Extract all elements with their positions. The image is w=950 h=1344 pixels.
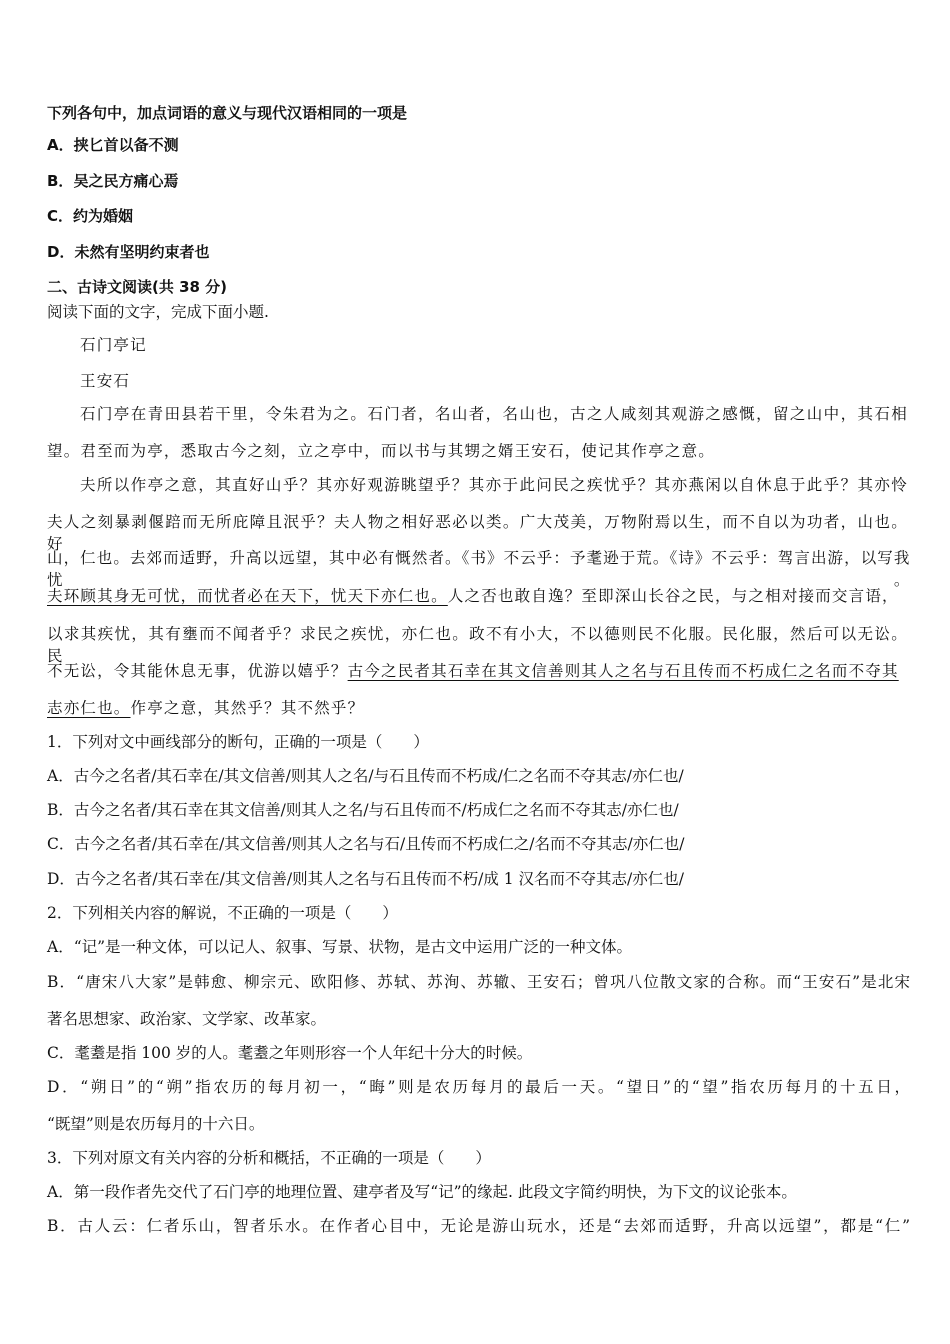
essay-p1-line1: 石门亭在青田县若干里，令朱君为之。石门者，名山者，名山也，古之人咸刻其观游之感慨，留之山中，其石相	[80, 405, 908, 423]
question-2-option-b: B．“唐宋八大家”是韩愈、柳宗元、欧阳修、苏轼、苏洵、苏辙、王安石；曾巩八位散文家的合称。而“王安石”是北宋	[47, 973, 910, 991]
option-d	[47, 241, 910, 263]
essay-p2-line2: 夫人之刻暴剥偃踣而无所庇障且泯乎？夫人物之相好恶必以类。广大茂美，万物附焉以生，而不自以为功者，山也。好	[47, 513, 908, 553]
essay-p2-line4	[47, 585, 910, 607]
question-2-option-c: C．耄耋是指 100 岁的人。耄耋之年则形容一个人年纪十分大的时候。	[47, 1044, 533, 1062]
essay-author: 王安石	[80, 372, 131, 390]
question-1-option-a: A．古今之名者/其石幸在/其文信善/则其人之名/与石且传而不朽成/仁之名而不夺其志/亦仁也/	[47, 767, 684, 785]
option-c	[47, 205, 910, 227]
option-a	[47, 134, 910, 156]
question-2-option-b-cont: 著名思想家、政治家、文学家、改革家。	[47, 1010, 327, 1028]
underlined-sentence: 夫环顾其身无可忧，而忧者必在天下，忧天下亦仁也。	[47, 587, 448, 605]
question-intro: 下列各句中，加点词语的意义与现代汉语相同的一项是	[47, 104, 408, 122]
option-text: 吴之民方痛心焉	[73, 172, 179, 190]
essay-p2-line3: 山，仁也。去郊而适野，升高以远望，其中必有慨然者。《书》不云乎：予耄逊于荒。《诗》不云乎：驾言出游，以写我忧。	[47, 549, 910, 589]
underlined-passage-end: 志亦仁也。	[47, 699, 131, 717]
option-label: B．	[47, 172, 74, 190]
option-label: D．	[47, 243, 75, 261]
question-2-option-a: A．“记”是一种文体，可以记人、叙事、写景、状物，是古文中运用广泛的一种文体。	[47, 938, 633, 956]
option-label: C．	[47, 207, 74, 225]
essay-p1-line2: 望。君至而为亭，悉取古今之刻，立之亭中，而以书与其甥之婿王安石，使记其作亭之意。	[47, 442, 716, 460]
essay-p2-line1: 夫所以作亭之意，其直好山乎？其亦好观游眺望乎？其亦于此问民之疾忧乎？其亦燕闲以自休息于此乎？其亦怜	[80, 476, 908, 494]
essay-p2-line7	[47, 697, 910, 719]
option-text: 约为婚姻	[73, 207, 134, 225]
question-3-option-b: B．古人云：仁者乐山，智者乐水。在作者心目中，无论是游山玩水，还是“去郊而适野，升高以远望”，都是“仁”	[47, 1217, 910, 1235]
question-3-stem: 3．下列对原文有关内容的分析和概括，不正确的一项是（ ）	[47, 1149, 491, 1167]
essay-p2-line6	[47, 660, 910, 682]
question-1-option-c: C．古今之名者/其石幸在/其文信善/则其人之名与石/且传而不朽成仁之/名而不夺其志/亦仁也/	[47, 835, 685, 853]
essay-title: 石门亭记	[80, 336, 147, 354]
option-text: 挟匕首以备不测	[73, 136, 179, 154]
question-1-option-b: B．古今之名者/其石幸在其文信善/则其人之名/与石且传而不/朽成仁之名而不夺其志/亦仁也/	[47, 801, 679, 819]
instruction: 阅读下面的文字，完成下面小题.	[47, 303, 269, 321]
question-2-stem: 2．下列相关内容的解说，不正确的一项是（ ）	[47, 904, 398, 922]
underlined-passage: 古今之民者其石幸在其文信善则其人之名与石且传而不朽成仁之名而不夺其	[347, 662, 899, 680]
option-text: 未然有坚明约束者也	[74, 243, 210, 261]
question-3-option-a: A．第一段作者先交代了石门亭的地理位置、建亭者及写“记”的缘起. 此段文字简约明快，为下文的议论张本。	[47, 1183, 797, 1201]
section-title: 二、古诗文阅读(共 38 分)	[47, 278, 228, 296]
essay-text: 作亭之意，其然乎？其不然乎？	[130, 699, 365, 717]
question-2-option-d-cont: “既望”则是农历每月的十六日。	[47, 1115, 265, 1133]
essay-text: 人之否也敢自逸？至即深山长谷之民，与之相对接而交言语，	[447, 587, 899, 605]
question-1-option-d: D．古今之名者/其石幸在/其文信善/则其人之名与石且传而不朽/成 1 汉名而不夺其志/亦仁也/	[47, 870, 684, 888]
essay-text: 不无讼，令其能休息无事，优游以嬉乎？	[47, 662, 348, 680]
question-2-option-d: D．“朔日”的“朔”指农历的每月初一，“晦”则是农历每月的最后一天。“望日”的“望”指农历每月的十五日，	[47, 1078, 910, 1096]
question-1-stem: 1．下列对文中画线部分的断句，正确的一项是（ ）	[47, 733, 429, 751]
essay-p2-line5: 以求其疾忧，其有壅而不闻者乎？求民之疾忧，亦仁也。政不有小大，不以德则民不化服。民化服，然后可以无讼。民	[47, 625, 908, 665]
option-label: A．	[47, 136, 74, 154]
option-b	[47, 170, 910, 192]
